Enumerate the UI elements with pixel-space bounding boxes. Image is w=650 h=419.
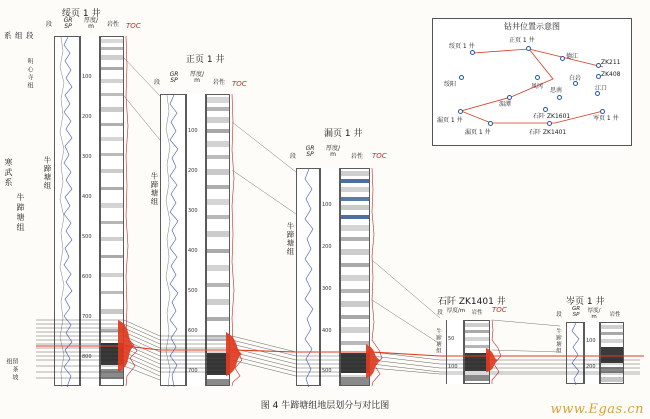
well-suiye1-header-member: 段 xyxy=(45,21,52,28)
well-zhengye1-header-toc: TOC xyxy=(232,80,247,88)
well-shiqian-zk1401-header-thickness: 厚度/m xyxy=(446,308,466,314)
well-louye1-unit-label: 牛蹄塘组 xyxy=(286,222,295,256)
map-label-shiqian-zk1601: 石阡 ZK1601 xyxy=(533,113,571,120)
well-cenye1-depth-column: 100 200 xyxy=(584,322,600,384)
map-label-louye1: 漏页 1 井 xyxy=(437,117,463,124)
well-cenye1-header-thickness: 厚度/ m xyxy=(587,308,601,320)
map-label-fenggang: 凤冈 xyxy=(531,83,544,90)
left-header-formation: 组 xyxy=(15,31,23,40)
map-label-suiyang: 绥阳 xyxy=(444,81,457,88)
map-label-cenye1: 岑页 1 井 xyxy=(593,115,619,122)
watermark: www.Egas.cn xyxy=(550,402,644,417)
well-cenye1-header-gr-sp: GR SP xyxy=(571,306,581,318)
well-suiye1-title: 绥页 1 井 xyxy=(62,9,101,19)
left-formation-label: 牛蹄塘组 xyxy=(16,193,25,233)
map-label-shiqian-zk1401: 石阡 ZK1401 xyxy=(529,129,567,136)
left-member-liuchapo: 留茶坡组 xyxy=(5,358,18,382)
map-node-louye1-alt[interactable] xyxy=(488,121,493,126)
map-label-jiangkou: 江口 xyxy=(595,85,608,92)
map-label-baiyan: 白岩 xyxy=(569,75,582,82)
map-node-sinan[interactable] xyxy=(557,95,562,100)
map-node-suiyang[interactable] xyxy=(459,75,464,80)
well-suiye1-depth-column: 100 200 300 400 500 600 700 800 xyxy=(80,36,100,386)
map-label-louye1-alt: 漏页 1 井 xyxy=(465,129,491,136)
map-label-dejiang: 德江 xyxy=(566,53,579,60)
map-node-louye1[interactable] xyxy=(458,109,463,114)
left-header-system: 系 xyxy=(4,31,12,40)
well-shiqian-zk1401-title: 石阡 ZK1401 井 xyxy=(438,297,506,307)
well-louye1-title: 漏页 1 井 xyxy=(324,129,363,139)
map-label-zhengye1: 正页 1 井 xyxy=(509,37,535,44)
well-louye1-header-gr-sp: GR SP xyxy=(305,145,315,159)
well-suiye1-header-toc: TOC xyxy=(126,22,141,30)
well-zhengye1-header-lithology: 岩性 xyxy=(212,79,225,86)
well-shiqian-zk1401-unit-label: 牛蹄塘组 xyxy=(435,328,441,354)
well-shiqian-zk1401-depth-column: 50 100 xyxy=(446,320,464,384)
left-system-label: 寒武系 xyxy=(4,158,13,188)
map-label-sinan: 思南 xyxy=(550,87,563,94)
well-shiqian-zk1401-header-lithology: 岩性 xyxy=(471,310,483,316)
left-header-member: 段 xyxy=(26,31,34,40)
well-louye1-depth-column: 100 200 300 400 500 xyxy=(320,168,340,386)
map-node-dejiang[interactable] xyxy=(560,56,565,61)
well-louye1-header-member: 段 xyxy=(289,153,296,160)
well-zhengye1-header-thickness: 厚度/ m xyxy=(189,71,205,85)
map-node-fenggang[interactable] xyxy=(535,75,540,80)
well-cenye1-unit-label: 牛蹄塘组 xyxy=(555,328,561,354)
location-map-inset xyxy=(432,18,632,146)
location-map-title: 钻井位置示意图 xyxy=(504,22,560,31)
well-shiqian-zk1401-header-toc: TOC xyxy=(492,306,507,314)
map-label-meitan: 湄潭 xyxy=(499,101,512,108)
well-zhengye1-unit-label: 牛蹄塘组 xyxy=(150,172,159,206)
well-zhengye1-depth-column: 100 200 300 400 500 600 700 xyxy=(186,94,206,386)
well-cenye1-header-member: 段 xyxy=(556,312,562,318)
well-cenye1-title: 岑页 1 井 xyxy=(566,297,605,307)
map-label-zk211: ZK211 xyxy=(601,59,621,66)
map-label-suiye1: 绥页 1 井 xyxy=(449,43,475,50)
well-zhengye1-title: 正页 1 井 xyxy=(186,55,225,65)
well-suiye1-header-thickness: 厚度/ m xyxy=(83,17,99,31)
well-suiye1-unit-label: 牛蹄塘组 xyxy=(43,156,52,190)
map-node-suiye1[interactable] xyxy=(470,50,475,55)
map-label-zk408: ZK408 xyxy=(601,71,621,78)
well-zhengye1-header-member: 段 xyxy=(153,79,160,86)
figure-caption: 图 4 牛蹄塘组地层划分与对比图 xyxy=(260,401,390,411)
well-zhengye1-header-gr-sp: GR SP xyxy=(169,71,179,85)
well-shiqian-zk1401-header-member: 段 xyxy=(437,310,443,316)
well-louye1-header-thickness: 厚度/ m xyxy=(325,145,341,159)
left-member-mingxinsi: 明心寺组 xyxy=(26,58,33,90)
map-node-zhengye1[interactable] xyxy=(526,46,531,51)
map-node-shiqian-zk1401[interactable] xyxy=(547,121,552,126)
well-cenye1-header-lithology: 岩性 xyxy=(609,312,621,318)
well-louye1-header-lithology: 岩性 xyxy=(350,153,363,160)
well-louye1-header-toc: TOC xyxy=(372,152,387,160)
well-suiye1-header-lithology: 岩性 xyxy=(106,21,119,28)
well-suiye1-header-gr-sp: GR SP xyxy=(63,17,73,31)
